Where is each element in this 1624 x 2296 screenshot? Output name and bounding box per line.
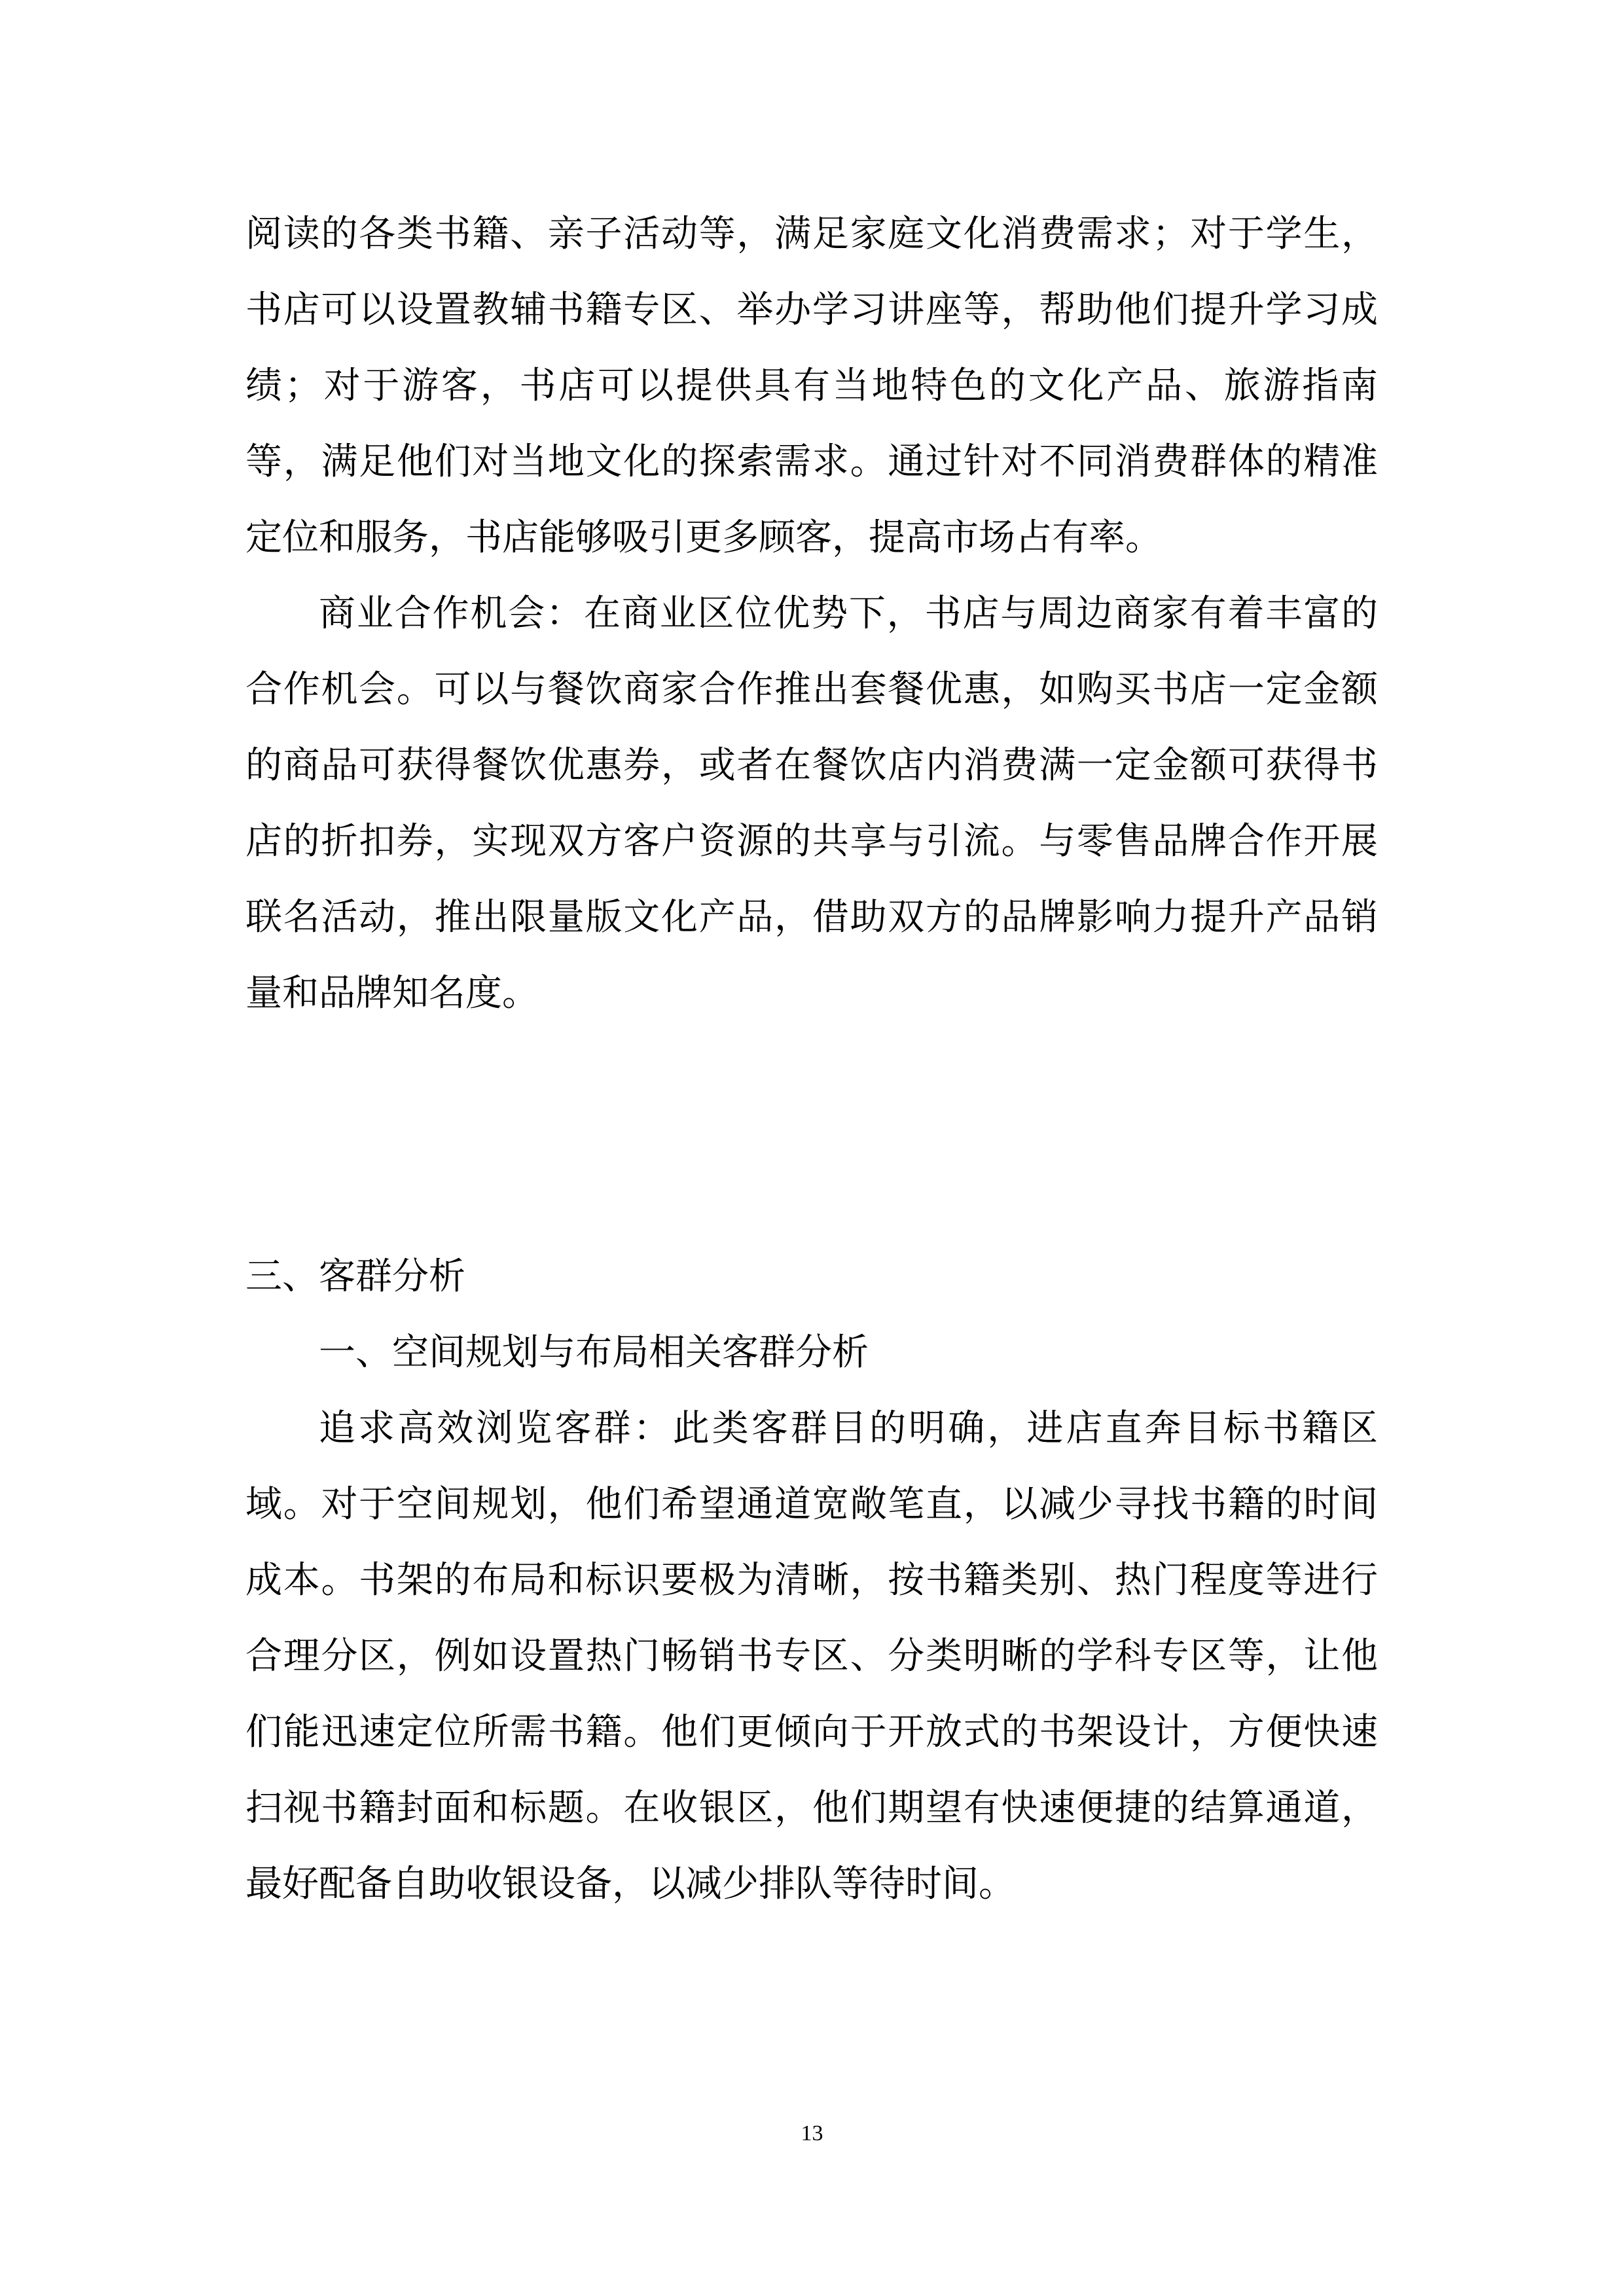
- paragraph-target-consumers: 阅读的各类书籍、亲子活动等，满足家庭文化消费需求；对于学生，书店可以设置教辅书籍专区、举办学习讲座等，帮助他们提升学习成绩；对于游客，书店可以提供具有当地特色的文化产品、旅游指南等，满足他们对当地文化的探索需求。通过针对不同消费群体的精准定位和服务，书店能够吸引更多顾客，提高市场占有率。: [245, 213, 1378, 559]
- subsection-heading: 一、空间规划与布局相关客群分析: [319, 1331, 869, 1374]
- upper-text-block: [245, 196, 1378, 1031]
- page-number: 13: [801, 2121, 823, 2145]
- lower-text-block: [245, 1239, 1378, 1922]
- paragraph-business-cooperation: 商业合作机会：在商业区位优势下，书店与周边商家有着丰富的合作机会。可以与餐饮商家合作推出套餐优惠，如购买书店一定金额的商品可获得餐饮优惠券，或者在餐饮店内消费满一定金额可获得书店的折扣券，实现双方客户资源的共享与引流。与零售品牌合作开展联名活动，推出限量版文化产品，借助双方的品牌影响力提升产品销量和品牌知名度。: [245, 592, 1378, 1014]
- section-heading: 三、客群分析: [245, 1255, 465, 1298]
- paragraph-efficient-browsing: 追求高效浏览客群：此类客群目的明确，进店直奔目标书籍区域。对于空间规划，他们希望通道宽敞笔直，以减少寻找书籍的时间成本。书架的布局和标识要极为清晰，按书籍类别、热门程度等进行合理分区，例如设置热门畅销书专区、分类明晰的学科专区等，让他们能迅速定位所需书籍。他们更倾向于开放式的书架设计，方便快速扫视书籍封面和标题。在收银区，他们期望有快速便捷的结算通道，最好配备自助收银设备，以减少排队等待时间。: [245, 1407, 1378, 1905]
